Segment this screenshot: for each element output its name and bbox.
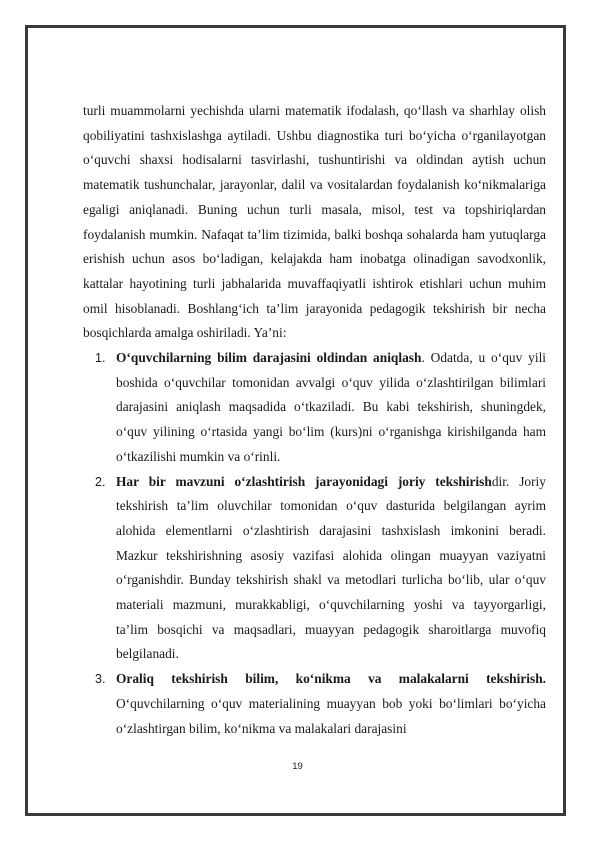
levels-list <box>83 346 546 741</box>
list-item-number: 1. <box>95 351 106 366</box>
intro-paragraph: turli muammolarni yechishda ularni matematik ifodalash, qo‘llash va sharhlay olish qobiliyatini tashxislashga aytiladi. Ushbu diagnostika turi bo‘yicha o‘rganilayotgan o‘quvchi shaxsi hodisalarni tasvirlashi, tushuntirishi va oldindan aytish uchun matematik tushunchalar, jarayonlar, dalil va vositalardan foydalanish ko‘nikmalariga egaligi aniqlanadi. Buning uchun turli masala, misol, test va topshiriqlardan foydalanish mumkin. Nafaqat ta’lim tizimida, balki boshqa sohalarda ham yutuqlarga erishish uchun asos bo‘ladigan, kelajakda ham inobatga olinadigan savodxonlik, kattalar hayotining turli jabhalarida muvaffaqiyatli ishtirok etishlari uchun muhim omil hisoblanadi. Boshlang‘ich ta’lim jarayonida pedagogik tekshirish bir necha bosqichlarda amalga oshiriladi. Ya’ni: <box>83 103 546 341</box>
list-item-heading: O‘quvchilarning bilim darajasini oldindan aniqlash <box>116 350 422 366</box>
list-item-number: 3. <box>95 672 106 687</box>
list-item-text: O‘quvchilarning o‘quv materialining muayyan bob yoki bo‘limlari bo‘yicha o‘zlashtirgan bilim, ko‘nikma va malakalari darajasini <box>116 695 546 736</box>
list-item <box>83 470 546 668</box>
page-number: 19 <box>292 761 303 772</box>
list-item-heading: Oraliq tekshirish bilim, ko‘nikma va malakalarni tekshirish. <box>116 671 546 687</box>
list-item <box>83 667 546 741</box>
list-item-heading: Har bir mavzuni o‘zlashtirish jarayonidagi joriy tekshirish <box>116 473 492 489</box>
list-item-text: . Odatda, u o‘quv yili boshida o‘quvchilar tomonidan avvalgi o‘quv yilida o‘zlashtirilgan bilimlari darajasini aniqlash maqsadida o‘tkaziladi. Bu kabi tekshirish, shuningdek, o‘quv yilining o‘rtasida yangi bo‘lim (kurs)ni o‘rganishga kirishilganda ham o‘tkazilishi mumkin va o‘rinli. <box>116 350 547 464</box>
list-item <box>83 346 546 470</box>
list-item-text: dir. Joriy tekshirish ta’lim oluvchilar tomonidan o‘quv dasturida belgilangan ayrim alohida elementlarni o‘zlashtirish darajasini tashxislash imkonini beradi. Mazkur tekshirishning asosiy vazifasi alohida olingan muayyan vaziyatni o‘rganishdir. Bunday tekshirish shakl va metodlari turlicha bo‘lib, ular o‘quv materiali mazmuni, murakkabligi, o‘quvchilarning yoshi va tayyorgarligi, ta’lim bosqichi va maqsadlari, muayyan pedagogik sharoitlarga muvofiq belgilanadi. <box>116 473 546 662</box>
list-item-number: 2. <box>95 474 106 489</box>
document-body <box>83 99 546 741</box>
